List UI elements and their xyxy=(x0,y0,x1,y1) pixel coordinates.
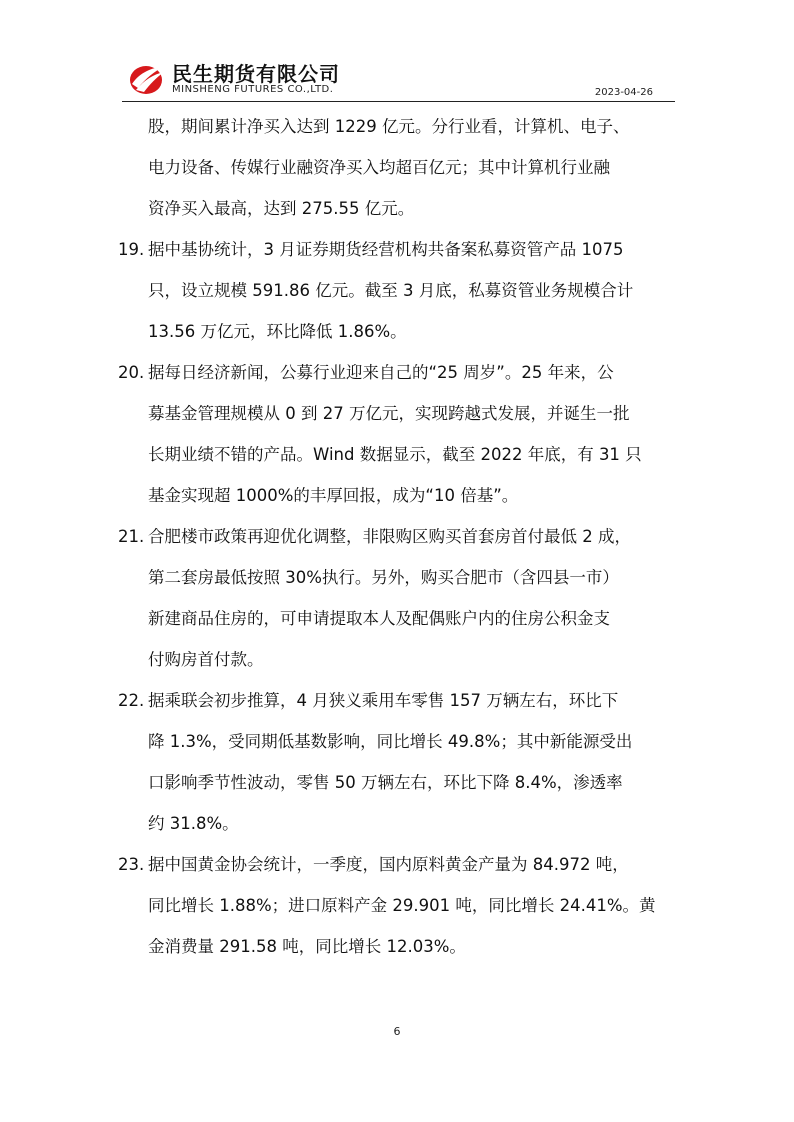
text-line: 第二套房最低按照 30%执行。另外，购买合肥市（含四县一市） xyxy=(148,568,619,587)
text-line: 付购房首付款。 xyxy=(148,650,264,669)
text-line: 基金实现超 1000%的丰厚回报，成为“10 倍基”。 xyxy=(148,486,519,505)
text-line: 合肥楼市政策再迎优化调整，非限购区购买首套房首付最低 2 成， xyxy=(148,527,631,546)
brand-name-en: MINSHENG FUTURES CO.,LTD. xyxy=(172,84,334,95)
page-header xyxy=(122,52,675,102)
text-line: 降 1.3%，受同期低基数影响，同比增长 49.8%；其中新能源受出 xyxy=(148,732,633,751)
text-line: 募基金管理规模从 0 到 27 万亿元，实现跨越式发展，并诞生一批 xyxy=(148,404,630,423)
continued-paragraph xyxy=(118,106,678,229)
report-date: 2023-04-26 xyxy=(594,87,653,98)
text-line: 据中基协统计，3 月证券期货经营机构共备案私募资管产品 1075 xyxy=(148,240,624,259)
news-item-21 xyxy=(118,516,678,680)
text-line: 新建商品住房的，可申请提取本人及配偶账户内的住房公积金支 xyxy=(148,609,610,628)
news-item-22 xyxy=(118,680,678,844)
item-number: 21. xyxy=(118,527,145,546)
header-divider xyxy=(122,101,675,102)
brand-name-cn: 民生期货有限公司 xyxy=(172,62,340,86)
text-line: 据乘联会初步推算，4 月狭义乘用车零售 157 万辆左右，环比下 xyxy=(148,691,619,710)
page-number: 6 xyxy=(393,1025,401,1038)
item-number: 20. xyxy=(118,363,145,382)
news-item-23 xyxy=(118,844,678,967)
text-line: 资净买入最高，达到 275.55 亿元。 xyxy=(148,199,415,218)
minsheng-logo-icon xyxy=(126,58,166,98)
news-item-19 xyxy=(118,229,678,352)
text-line: 股，期间累计净买入达到 1229 亿元。分行业看，计算机、电子、 xyxy=(148,117,630,136)
text-line: 据每日经济新闻，公募行业迎来自己的“25 周岁”。25 年来，公 xyxy=(148,363,614,382)
text-line: 只，设立规模 591.86 亿元。截至 3 月底，私募资管业务规模合计 xyxy=(148,281,634,300)
text-line: 13.56 万亿元，环比降低 1.86%。 xyxy=(148,322,407,341)
item-number: 19. xyxy=(118,240,145,259)
text-line: 电力设备、传媒行业融资净买入均超百亿元；其中计算机行业融 xyxy=(148,158,610,177)
item-number: 23. xyxy=(118,855,145,874)
text-line: 据中国黄金协会统计，一季度，国内原料黄金产量为 84.972 吨， xyxy=(148,855,629,874)
item-number: 22. xyxy=(118,691,145,710)
text-line: 金消费量 291.58 吨，同比增长 12.03%。 xyxy=(148,937,466,956)
news-item-20 xyxy=(118,352,678,516)
report-body xyxy=(118,106,678,967)
text-line: 同比增长 1.88%；进口原料产金 29.901 吨，同比增长 24.41%。黄 xyxy=(148,896,656,915)
text-line: 约 31.8%。 xyxy=(148,814,239,833)
text-line: 长期业绩不错的产品。Wind 数据显示，截至 2022 年底，有 31 只 xyxy=(148,445,642,464)
text-line: 口影响季节性波动，零售 50 万辆左右，环比下降 8.4%，渗透率 xyxy=(148,773,623,792)
